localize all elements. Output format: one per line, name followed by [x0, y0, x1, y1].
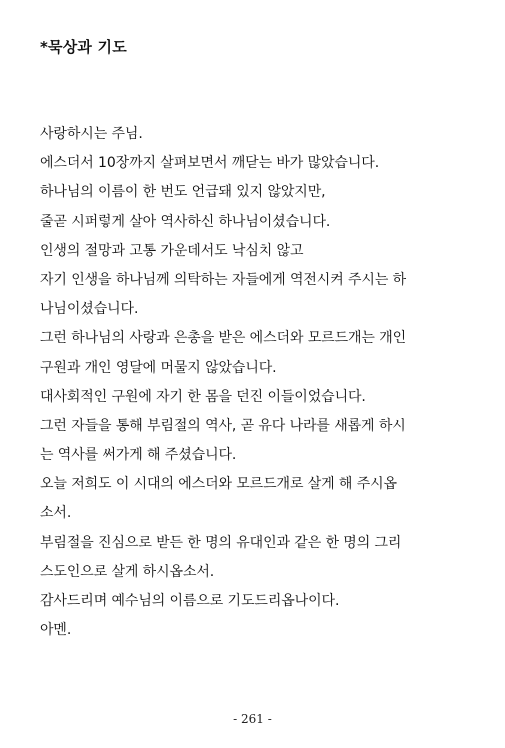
- text-line: 줄곧 시퍼렇게 살아 역사하신 하나님이셨습니다.: [40, 213, 331, 230]
- text-line: 부림절을 진심으로 받든 한 명의 유대인과 같은 한 명의 그리: [40, 534, 402, 551]
- text-line: 에스더서 10장까지 살펴보면서 깨닫는 바가 많았습니다.: [40, 155, 380, 172]
- text-line: 아멘.: [40, 622, 72, 639]
- text-line: 사랑하시는 주님.: [40, 126, 143, 142]
- text-line: 그런 자들을 통해 부림절의 역사, 곧 유다 나라를 새롭게 하시: [40, 417, 406, 434]
- text-line: 소서.: [40, 505, 72, 522]
- text-line: 대사회적인 구원에 자기 한 몸을 던진 이들이었습니다.: [40, 388, 366, 405]
- text-line: 감사드리며 예수님의 이름으로 기도드리옵나이다.: [40, 593, 340, 609]
- page-number: - 261 -: [233, 712, 272, 726]
- text-line: 는 역사를 써가게 해 주셨습니다.: [40, 447, 237, 464]
- prayer-text: [40, 120, 470, 645]
- text-line: 오늘 저희도 이 시대의 에스더와 모르드개로 살게 해 주시옵: [40, 476, 397, 493]
- text-line: 스도인으로 살게 하시옵소서.: [40, 563, 215, 580]
- text-line: 나님이셨습니다.: [40, 301, 139, 318]
- text-line: 인생의 절망과 고통 가운데서도 낙심치 않고: [40, 242, 304, 259]
- text-line: 하나님의 이름이 한 번도 언급돼 있지 않았지만,: [40, 184, 326, 201]
- text-line: 그런 하나님의 사랑과 은총을 받은 에스더와 모르드개는 개인: [40, 330, 407, 347]
- text-line: 구원과 개인 영달에 머물지 않았습니다.: [40, 359, 277, 376]
- text-line: 자기 인생을 하나님께 의탁하는 자들에게 역전시켜 주시는 하: [40, 271, 407, 288]
- section-heading: *묵상과 기도: [40, 38, 127, 56]
